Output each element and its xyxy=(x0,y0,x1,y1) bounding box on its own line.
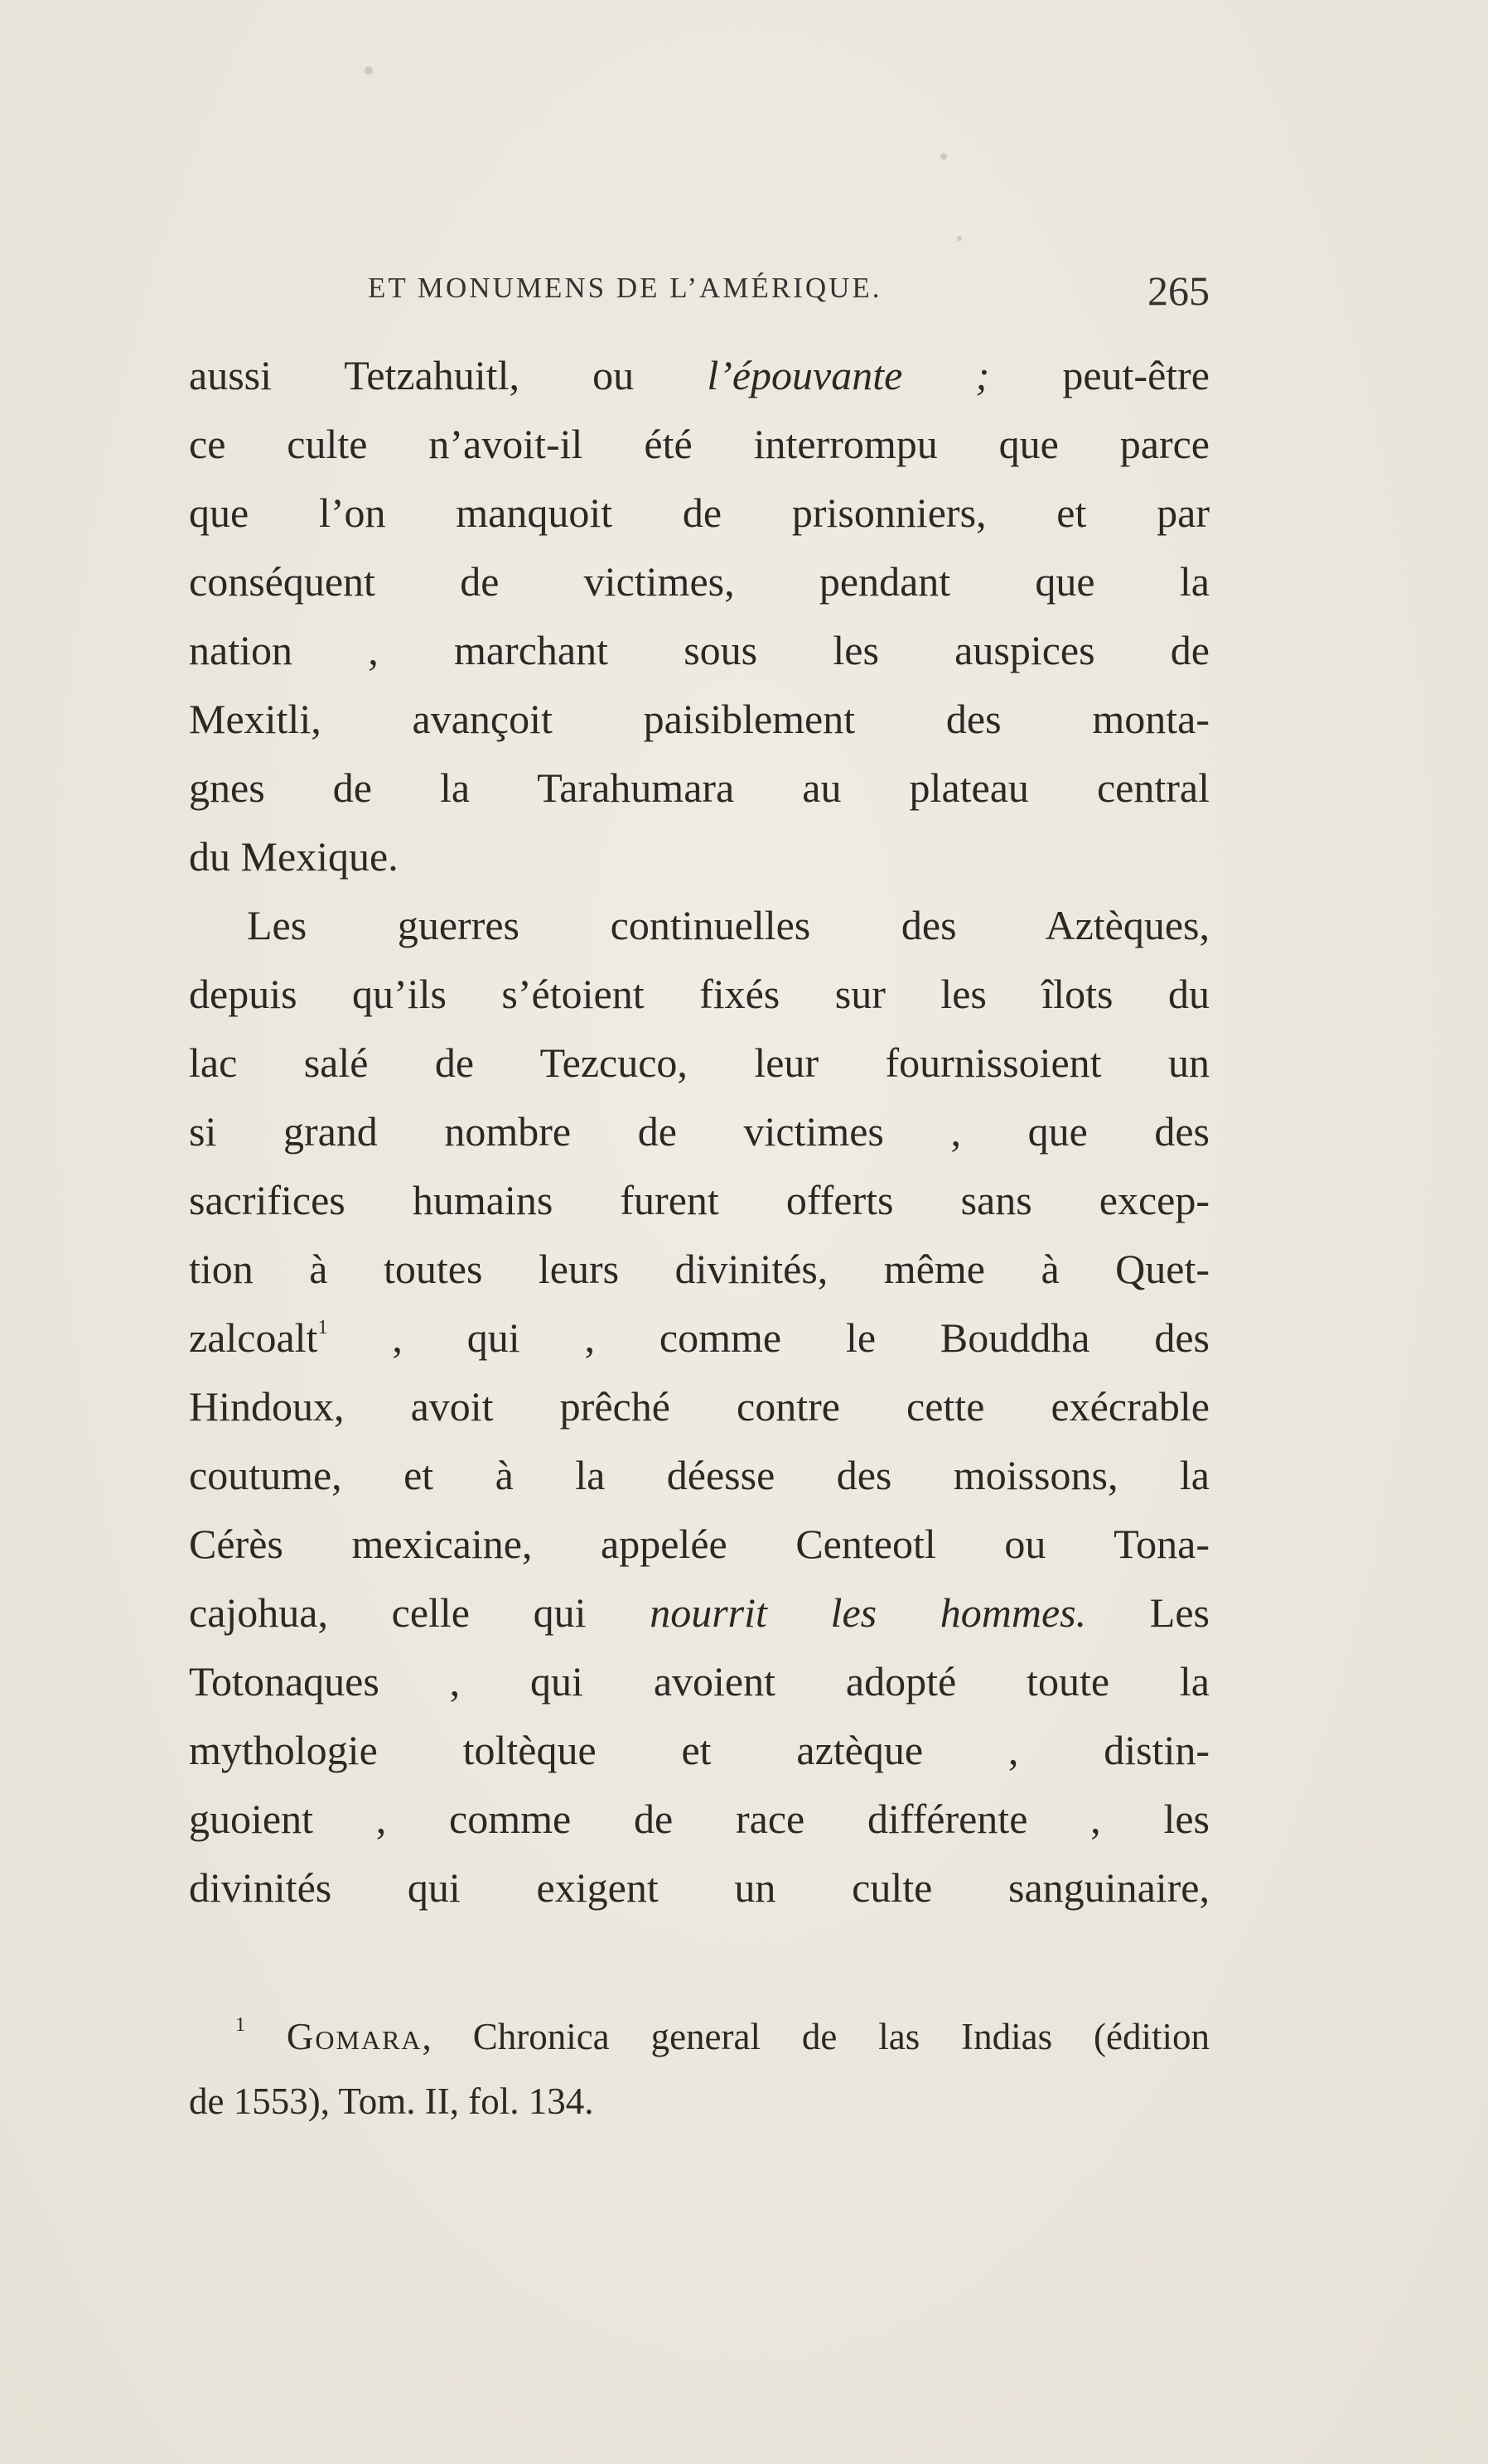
line-text: aussi Tetzahuitl, ou xyxy=(189,352,708,398)
text-line-17: coutume, et à la déesse des moissons, la xyxy=(189,1452,1210,1498)
footnote xyxy=(189,2004,1210,2134)
text-line-20: Totonaques , qui avoient adopté toute la xyxy=(189,1658,1210,1705)
paper-speck xyxy=(957,236,962,241)
text-line-8: du Mexique. xyxy=(189,833,399,880)
footnote-line-2: de 1553), Tom. II, fol. 134. xyxy=(189,2081,594,2122)
paper-speck xyxy=(940,153,947,160)
text-line-23: divinités qui exigent un culte sanguinaire, xyxy=(189,1864,1210,1911)
line-text: , qui , comme le Bouddha des xyxy=(327,1314,1210,1361)
text-line-5: nation , marchant sous les auspices de xyxy=(189,627,1210,673)
text-line-10: depuis qu’ils s’étoient fixés sur les îlots du xyxy=(189,971,1210,1017)
body-text xyxy=(189,341,1210,1922)
text-line-2: ce culte n’avoit-il été interrompu que parce xyxy=(189,421,1210,467)
text-line-22: guoient , comme de race différente , les xyxy=(189,1796,1210,1842)
text-line-15 xyxy=(189,1304,1210,1372)
footnote-text: , Chronica general de las Indias (édition xyxy=(422,2016,1210,2057)
text-line-1 xyxy=(189,341,1210,410)
text-line-19 xyxy=(189,1579,1210,1647)
page-header xyxy=(368,267,1210,316)
text-line-6: Mexitli, avançoit paisiblement des monta- xyxy=(189,696,1210,742)
text-line-13: sacrifices humains furent offerts sans excep- xyxy=(189,1177,1210,1223)
line-text: Les xyxy=(1086,1589,1210,1636)
italic-phrase: l’épouvante ; xyxy=(707,352,990,398)
text-line-12: si grand nombre de victimes , que des xyxy=(189,1108,1210,1155)
page-number: 265 xyxy=(1147,268,1210,314)
text-line-21: mythologie toltèque et aztèque , distin- xyxy=(189,1727,1210,1773)
footnote-marker: 1 xyxy=(235,2014,245,2036)
text-line-3: que l’on manquoit de prisonniers, et par xyxy=(189,489,1210,536)
text-line-16: Hindoux, avoit prêché contre cette exécrable xyxy=(189,1383,1210,1430)
footnote-ref: 1 xyxy=(317,1317,328,1338)
text-line-18: Cérès mexicaine, appelée Centeotl ou Tona- xyxy=(189,1521,1210,1567)
text-line-7: gnes de la Tarahumara au plateau central xyxy=(189,764,1210,811)
italic-phrase: nourrit les hommes. xyxy=(650,1589,1087,1636)
running-head: ET MONUMENS DE L’AMÉRIQUE. xyxy=(368,272,882,304)
footnote-author: Gomara xyxy=(286,2016,423,2057)
line-text: peut-être xyxy=(989,352,1210,398)
line-text: zalcoalt xyxy=(189,1314,318,1361)
paper-speck xyxy=(365,66,373,75)
text-line-14: tion à toutes leurs divinités, même à Quet- xyxy=(189,1246,1210,1292)
text-line-11: lac salé de Tezcuco, leur fournissoient un xyxy=(189,1039,1210,1086)
footnote-line-1 xyxy=(189,2004,1210,2069)
text-line-4: conséquent de victimes, pendant que la xyxy=(189,558,1210,605)
line-text: cajohua, celle qui xyxy=(189,1589,650,1636)
text-line-9: Les guerres continuelles des Aztèques, xyxy=(247,902,1210,948)
